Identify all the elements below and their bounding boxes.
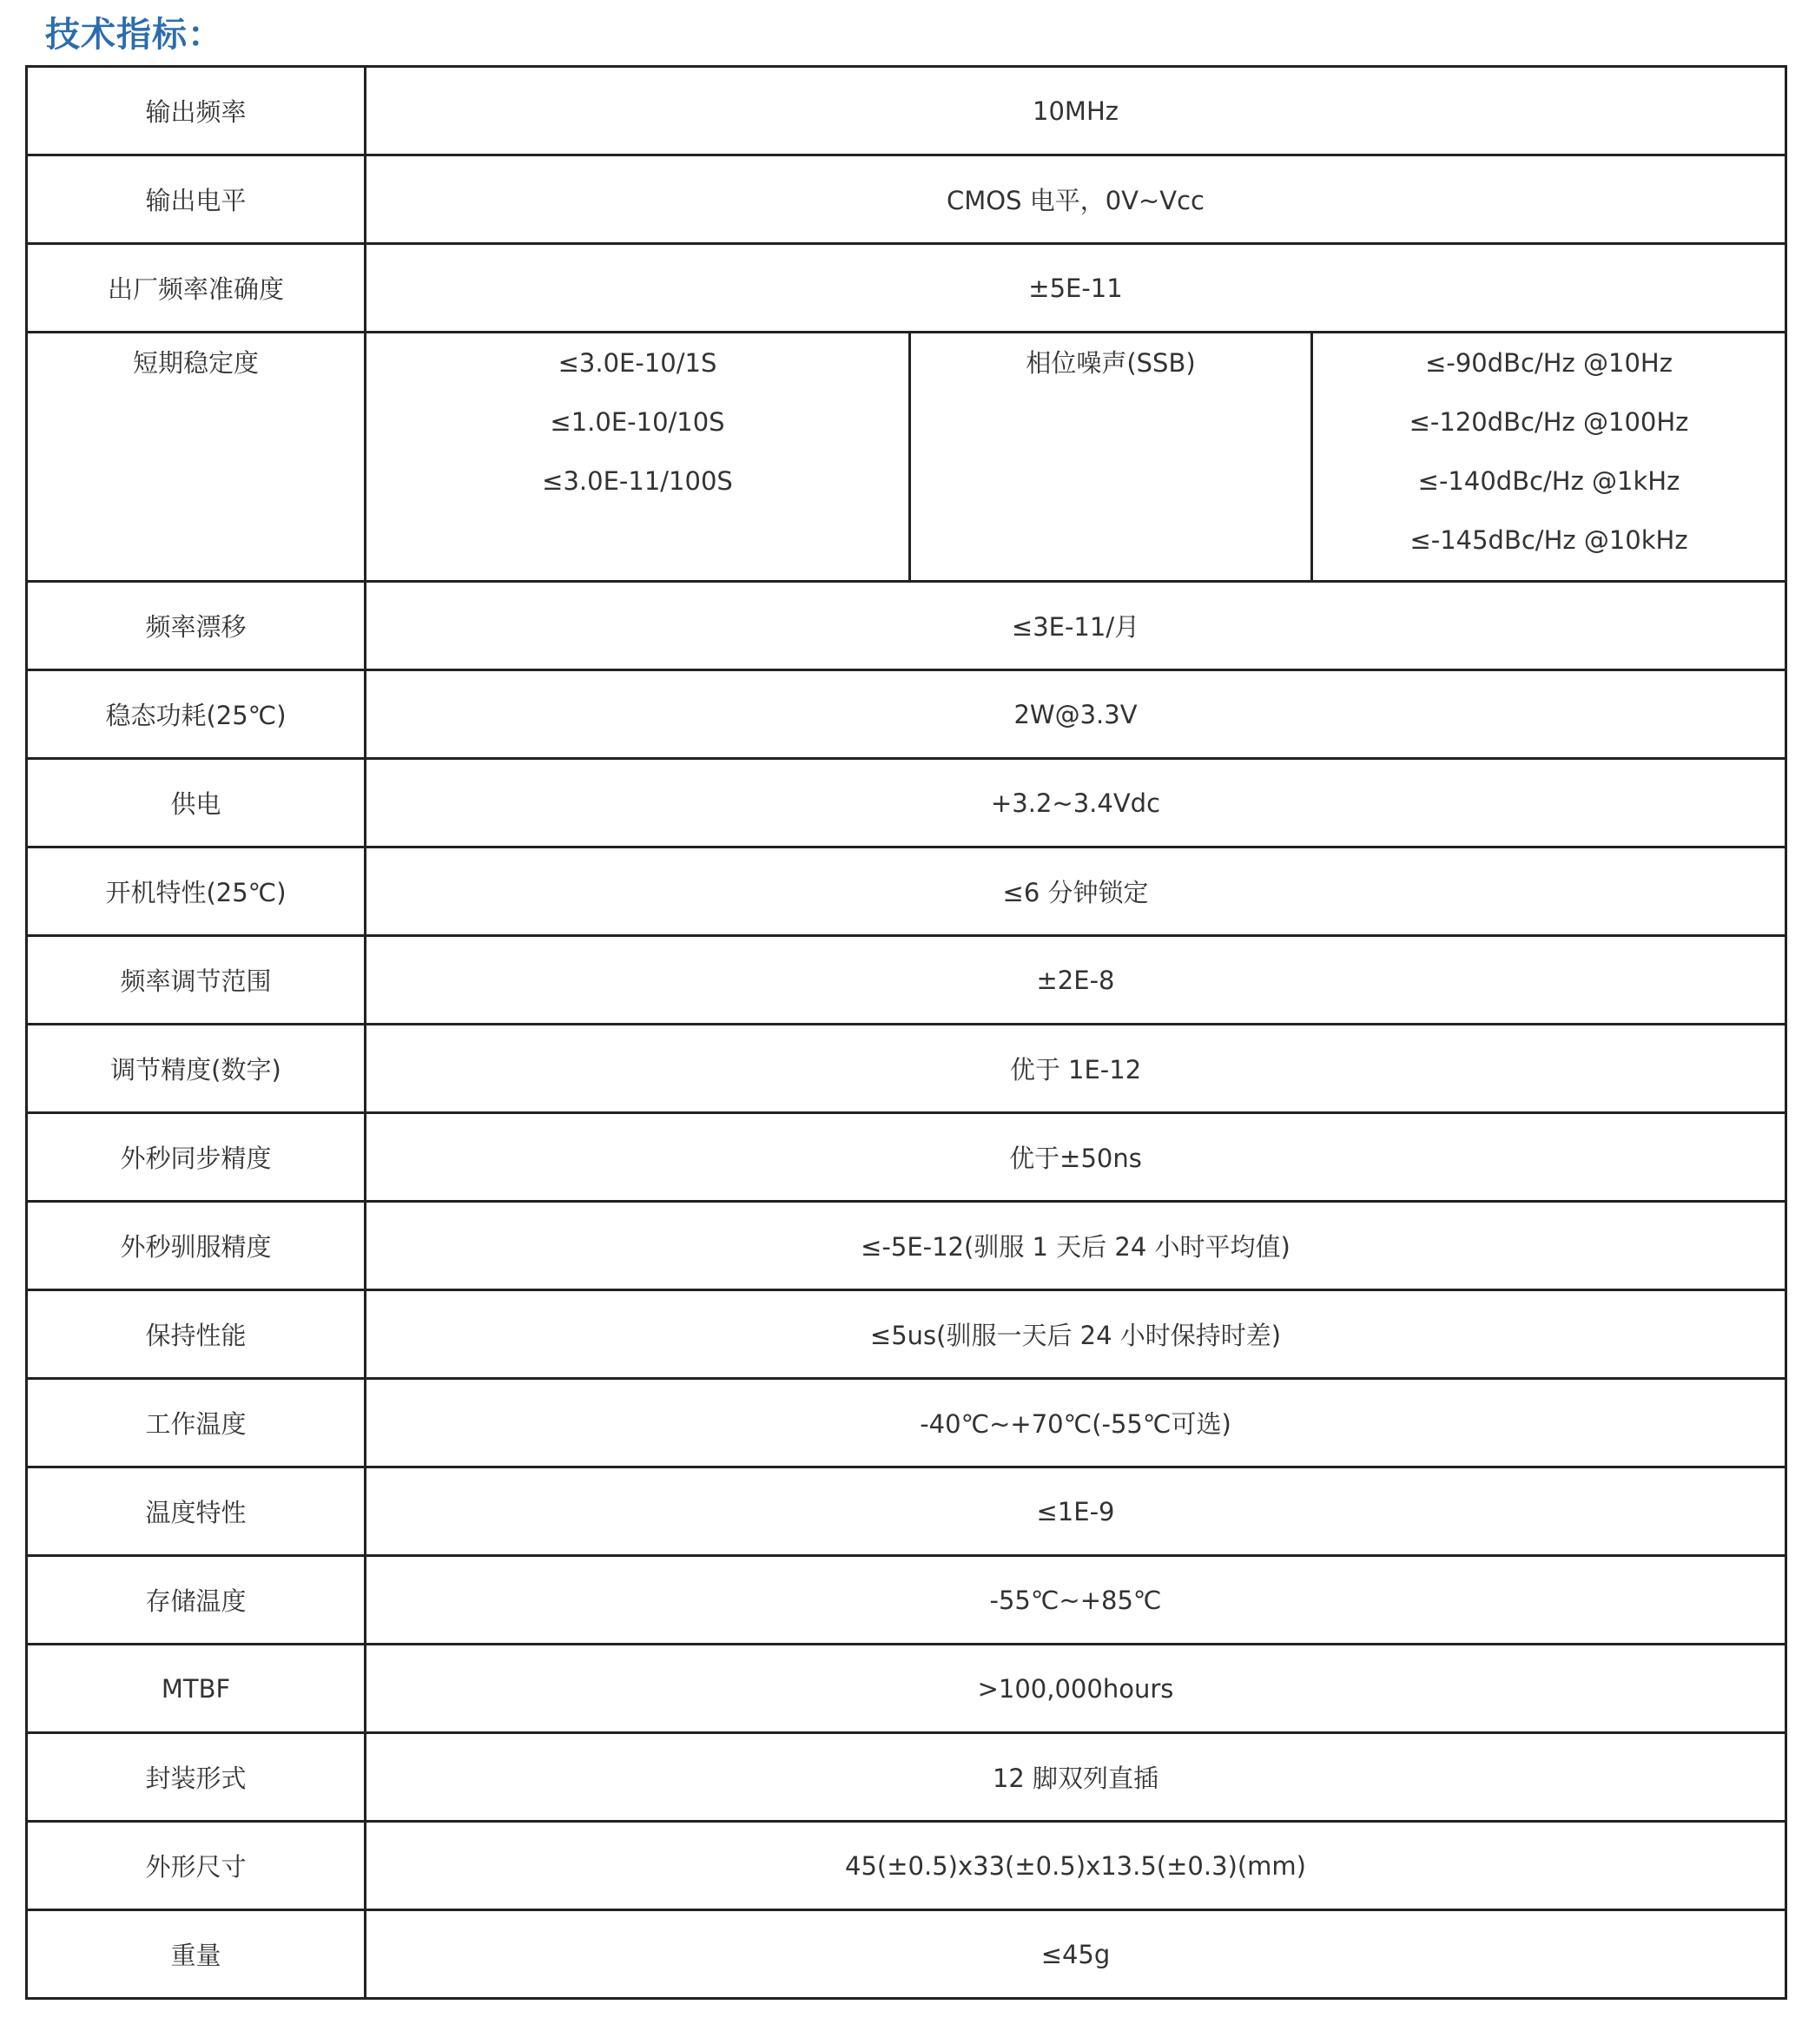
spec-table — [25, 65, 1787, 2000]
row-label: 存储温度 — [27, 1556, 366, 1645]
row-label: 保持性能 — [27, 1290, 366, 1379]
table-row — [27, 582, 1786, 670]
phase-noise-label-cell — [910, 333, 1312, 582]
row-value: 45(±0.5)x33(±0.5)x13.5(±0.3)(mm) — [366, 1822, 1786, 1910]
section-title: 技术指标： — [45, 15, 223, 55]
table-row — [27, 1910, 1786, 1999]
phase-noise-value: ≤-90dBc/Hz @10Hz — [1425, 348, 1673, 378]
row-value: >100,000hours — [366, 1645, 1786, 1733]
row-value: 12 脚双列直插 — [366, 1733, 1786, 1822]
row-label: 频率漂移 — [27, 582, 366, 670]
row-value: ±2E-8 — [366, 936, 1786, 1025]
row-label: 供电 — [27, 759, 366, 847]
phase-noise-label: 相位噪声(SSB) — [1026, 348, 1196, 378]
row-label: 稳态功耗(25℃) — [27, 670, 366, 759]
row-label: 重量 — [27, 1910, 366, 1999]
row-value: ≤1E-9 — [366, 1467, 1786, 1556]
phase-noise-value: ≤-145dBc/Hz @10kHz — [1409, 525, 1688, 555]
row-label: 封装形式 — [27, 1733, 366, 1822]
table-row — [27, 1202, 1786, 1290]
table-row — [27, 1025, 1786, 1113]
table-row — [27, 1822, 1786, 1910]
table-row — [27, 1113, 1786, 1202]
table-row — [27, 1290, 1786, 1379]
row-label: 输出电平 — [27, 155, 366, 244]
table-row — [27, 936, 1786, 1025]
phase-noise-value: ≤-140dBc/Hz @1kHz — [1417, 466, 1680, 496]
phase-noise-values-cell — [1312, 333, 1786, 582]
table-row — [27, 244, 1786, 333]
row-label: 开机特性(25℃) — [27, 847, 366, 936]
row-label: MTBF — [27, 1645, 366, 1733]
row-label: 出厂频率准确度 — [27, 244, 366, 333]
row-value: 2W@3.3V — [366, 670, 1786, 759]
row-value: ±5E-11 — [366, 244, 1786, 333]
table-row — [27, 1556, 1786, 1645]
stability-value: ≤3.0E-11/100S — [542, 466, 733, 496]
row-value: 优于 1E-12 — [366, 1025, 1786, 1113]
row-label: 外形尺寸 — [27, 1822, 366, 1910]
table-row — [27, 670, 1786, 759]
stability-row — [27, 333, 1786, 582]
stability-values-cell — [366, 333, 910, 582]
row-value: 优于±50ns — [366, 1113, 1786, 1202]
row-value: 10MHz — [366, 67, 1786, 155]
row-value: -55℃~+85℃ — [366, 1556, 1786, 1645]
row-label: 输出频率 — [27, 67, 366, 155]
row-label: 工作温度 — [27, 1379, 366, 1467]
row-value: +3.2~3.4Vdc — [366, 759, 1786, 847]
stability-label: 短期稳定度 — [132, 348, 259, 378]
row-label: 调节精度(数字) — [27, 1025, 366, 1113]
row-label: 频率调节范围 — [27, 936, 366, 1025]
row-value: ≤3E-11/月 — [366, 582, 1786, 670]
table-row — [27, 759, 1786, 847]
row-value: ≤-5E-12(驯服 1 天后 24 小时平均值) — [366, 1202, 1786, 1290]
row-value: CMOS 电平，0V~Vcc — [366, 155, 1786, 244]
row-value: -40℃~+70℃(-55℃可选) — [366, 1379, 1786, 1467]
row-label: 温度特性 — [27, 1467, 366, 1556]
table-row — [27, 1645, 1786, 1733]
stability-value: ≤3.0E-10/1S — [558, 348, 717, 378]
table-row — [27, 847, 1786, 936]
row-label: 外秒驯服精度 — [27, 1202, 366, 1290]
table-row — [27, 1379, 1786, 1467]
table-row — [27, 155, 1786, 244]
row-value: ≤5us(驯服一天后 24 小时保持时差) — [366, 1290, 1786, 1379]
row-value: ≤6 分钟锁定 — [366, 847, 1786, 936]
phase-noise-value: ≤-120dBc/Hz @100Hz — [1409, 407, 1689, 437]
row-value: ≤45g — [366, 1910, 1786, 1999]
table-row — [27, 67, 1786, 155]
stability-value: ≤1.0E-10/10S — [550, 407, 725, 437]
row-label: 外秒同步精度 — [27, 1113, 366, 1202]
table-row — [27, 1733, 1786, 1822]
row-label — [27, 333, 366, 582]
table-row — [27, 1467, 1786, 1556]
